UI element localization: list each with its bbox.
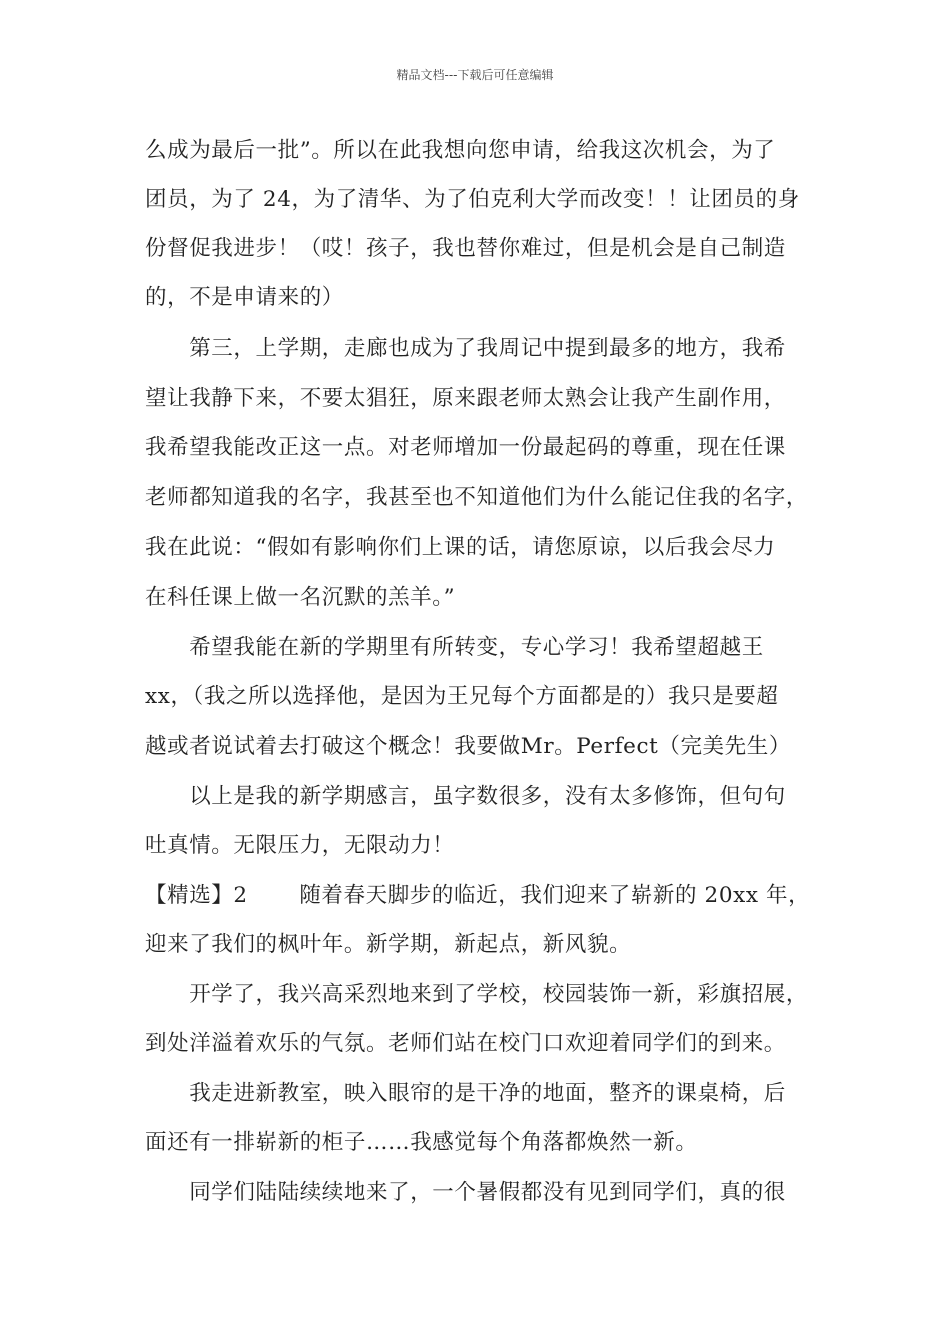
text-line: 老师都知道我的名字，我甚至也不知道他们为什么能记住我的名字， xyxy=(145,485,809,510)
text-line: 我希望我能改正这一点。对老师增加一份最起码的尊重，现在任课 xyxy=(145,435,786,460)
text-line: 份督促我进步！（哎！孩子，我也替你难过，但是机会是自己制造 xyxy=(145,236,786,261)
text-line: 同学们陆陆续续地来了，一个暑假都没有见到同学们，真的很 xyxy=(145,1180,786,1205)
text-line: 吐真情。无限压力，无限动力！ xyxy=(145,833,455,858)
text-line: 迎来了我们的枫叶年。新学期，新起点，新风貌。 xyxy=(145,932,632,957)
text-line: 么成为最后一批”。所以在此我想向您申请，给我这次机会，为了 xyxy=(145,138,776,163)
text-line: 我在此说：“假如有影响你们上课的话，请您原谅，以后我会尽力 xyxy=(145,535,776,560)
page-header: 精品文档---下载后可任意编辑 xyxy=(396,68,554,82)
text-line: 的，不是申请来的） xyxy=(145,285,344,310)
text-line: 到处洋溢着欢乐的气氛。老师们站在校门口欢迎着同学们的到来。 xyxy=(145,1031,786,1056)
text-line: 在科任课上做一名沉默的羔羊。” xyxy=(145,585,456,610)
text-line: 我走进新教室，映入眼帘的是干净的地面，整齐的课桌椅，后 xyxy=(145,1081,786,1106)
text-line: 希望我能在新的学期里有所转变，专心学习！我希望超越王 xyxy=(145,635,764,660)
text-line: 【精选】2 随着春天脚步的临近，我们迎来了崭新的 20xx 年， xyxy=(145,883,811,908)
text-line: 面还有一排崭新的柜子……我感觉每个角落都焕然一新。 xyxy=(145,1130,698,1155)
text-line: 团员，为了 24，为了清华、为了伯克利大学而改变！！让团员的身 xyxy=(145,187,800,212)
text-line: 开学了，我兴高采烈地来到了学校，校园装饰一新，彩旗招展， xyxy=(145,982,809,1007)
text-line: 第三，上学期，走廊也成为了我周记中提到最多的地方，我希 xyxy=(145,336,786,361)
text-line: xx，（我之所以选择他，是因为王兄每个方面都是的）我只是要超 xyxy=(145,684,779,709)
text-line: 望让我静下来，不要太猖狂，原来跟老师太熟会让我产生副作用， xyxy=(145,386,786,411)
text-line: 以上是我的新学期感言，虽字数很多，没有太多修饰，但句句 xyxy=(145,784,786,809)
text-line: 越或者说试着去打破这个概念！我要做Mr。Perfect（完美先生） xyxy=(145,734,791,759)
